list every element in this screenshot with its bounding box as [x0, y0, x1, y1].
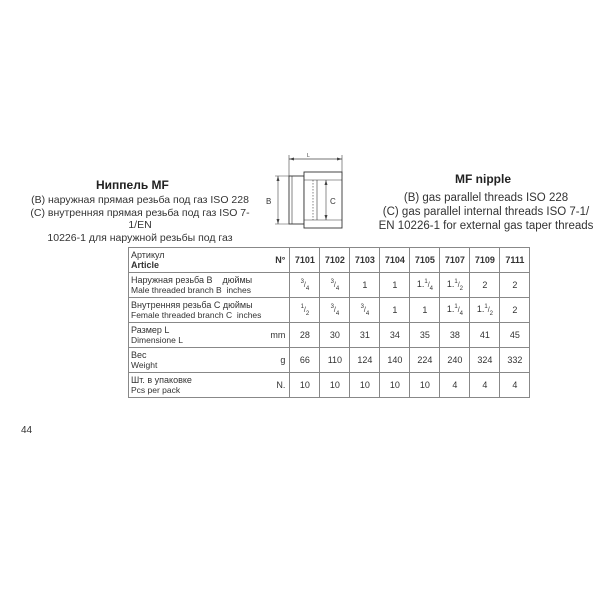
row-label-ru: Размер L [131, 325, 170, 335]
article-number: 7102 [320, 248, 350, 273]
table-cell: 4 [440, 373, 470, 398]
table-cell: 66 [290, 348, 320, 373]
fraction-denominator: 4 [365, 310, 370, 317]
table-cell: $^3/_4$ [320, 298, 350, 323]
table-cell: $^3/_4$ [320, 273, 350, 298]
article-number: 7107 [440, 248, 470, 273]
header-label-en: Article [131, 260, 160, 270]
fraction-numerator: 3 [330, 278, 334, 285]
fraction-denominator: 2 [305, 310, 310, 317]
table-cell: 2 [500, 273, 530, 298]
product-description-en [372, 191, 600, 233]
header-label [129, 248, 264, 273]
desc-en-line: (B) gas parallel threads ISO 228 [403, 192, 569, 204]
row-unit: N. [263, 373, 290, 398]
row-label [129, 273, 264, 298]
table-cell: $^3/_4$ [350, 298, 380, 323]
table-cell: $1.^1/_2$ [440, 273, 470, 298]
table-cell: 1 [350, 273, 380, 298]
table-cell: 31 [350, 323, 380, 348]
article-number: 7104 [380, 248, 410, 273]
article-number: 7111 [500, 248, 530, 273]
fraction-denominator: 2 [459, 285, 463, 292]
dimension-l-label: L [307, 153, 310, 159]
fraction-whole: 1. [476, 303, 485, 314]
table-cell: 10 [320, 373, 350, 398]
fraction-denominator: 4 [305, 285, 310, 292]
desc-ru-line: (C) внутренняя прямая резьба под газ ISO 7-1/EN [30, 206, 250, 231]
table-row [129, 323, 530, 348]
fraction-whole: 1. [446, 278, 455, 289]
header-unit: N° [263, 248, 290, 273]
desc-ru-line: 10226-1 для наружной резьбы под газ [47, 231, 233, 244]
table-cell: 1 [380, 273, 410, 298]
row-label-ru: Вес [131, 350, 147, 360]
table-cell: $1.^1/_4$ [410, 273, 440, 298]
table-cell: 140 [380, 348, 410, 373]
fraction-denominator: 4 [459, 310, 463, 317]
table-header-row [129, 248, 530, 273]
article-number: 7105 [410, 248, 440, 273]
table-cell: $^1/_2$ [290, 298, 320, 323]
desc-en-line: (C) gas parallel internal threads ISO 7-1/ [382, 206, 590, 218]
table-cell: 10 [350, 373, 380, 398]
row-unit [263, 298, 290, 323]
header-label-ru: Артикул [131, 250, 165, 260]
fraction-denominator: 4 [429, 285, 433, 292]
table-cell: 10 [380, 373, 410, 398]
table-cell: 4 [500, 373, 530, 398]
fraction-numerator: 1 [424, 278, 428, 285]
table-cell: 41 [470, 323, 500, 348]
table-cell: 45 [500, 323, 530, 348]
table-cell: 10 [410, 373, 440, 398]
row-label [129, 323, 264, 348]
table-cell: 28 [290, 323, 320, 348]
row-label-en: Male threaded branch B inches [131, 285, 252, 295]
table-cell: 35 [410, 323, 440, 348]
row-label-en: Weight [131, 360, 158, 370]
table-cell: 332 [500, 348, 530, 373]
product-description-ru [20, 194, 260, 244]
row-label [129, 373, 264, 398]
fraction-denominator: 4 [335, 285, 340, 292]
row-label-ru: Наружная резьба B дюймы [131, 275, 253, 285]
table-cell: 10 [290, 373, 320, 398]
table-cell: $1.^1/_4$ [440, 298, 470, 323]
table-cell: $^3/_4$ [290, 273, 320, 298]
table-cell: 240 [440, 348, 470, 373]
table-cell: 1 [410, 298, 440, 323]
row-unit [263, 273, 290, 298]
dimension-b-label: B [266, 197, 272, 206]
table-cell: 38 [440, 323, 470, 348]
table-cell: 2 [470, 273, 500, 298]
table-cell: 30 [320, 323, 350, 348]
row-label-en: Pcs per pack [131, 385, 181, 395]
row-label-ru: Внутренняя резьба C дюймы [131, 300, 253, 310]
fraction-numerator: 3 [360, 303, 364, 310]
table-row [129, 273, 530, 298]
product-title-ru: Ниппель MF [96, 178, 169, 192]
row-unit: g [263, 348, 290, 373]
fraction-denominator: 4 [335, 310, 340, 317]
fraction-whole: 1. [446, 303, 455, 314]
fraction-numerator: 3 [300, 278, 304, 285]
table-cell: 4 [470, 373, 500, 398]
fraction-whole: 1. [416, 278, 425, 289]
fraction-numerator: 1 [484, 303, 488, 310]
fraction-numerator: 3 [330, 303, 334, 310]
table-cell: 124 [350, 348, 380, 373]
row-label [129, 298, 264, 323]
product-title-en: MF nipple [455, 172, 511, 186]
row-label-en: Female threaded branch C inches [131, 310, 262, 320]
table-cell: 110 [320, 348, 350, 373]
row-label-ru: Шт. в упаковке [131, 375, 192, 385]
dimension-c-label: C [330, 197, 336, 206]
specification-table [128, 247, 530, 398]
desc-en-line: EN 10226-1 for external gas taper threads [378, 220, 594, 232]
table-row [129, 373, 530, 398]
table-row [129, 298, 530, 323]
table-cell: 324 [470, 348, 500, 373]
desc-ru-line: (B) наружная прямая резьба под газ ISO 228 [31, 194, 249, 206]
row-unit: mm [263, 323, 290, 348]
article-number: 7103 [350, 248, 380, 273]
row-label [129, 348, 264, 373]
fraction-numerator: 1 [454, 303, 458, 310]
row-label-en: Dimensione L [131, 335, 183, 345]
fraction-denominator: 2 [489, 310, 493, 317]
table-cell: 1 [380, 298, 410, 323]
page-number: 44 [21, 425, 33, 436]
table-cell: 34 [380, 323, 410, 348]
table-cell: 224 [410, 348, 440, 373]
fraction-numerator: 1 [454, 278, 458, 285]
table-cell: 2 [500, 298, 530, 323]
fraction-numerator: 1 [300, 303, 304, 310]
nipple-technical-drawing [262, 150, 358, 230]
article-number: 7109 [470, 248, 500, 273]
table-row [129, 348, 530, 373]
article-number: 7101 [290, 248, 320, 273]
table-cell: $1.^1/_2$ [470, 298, 500, 323]
